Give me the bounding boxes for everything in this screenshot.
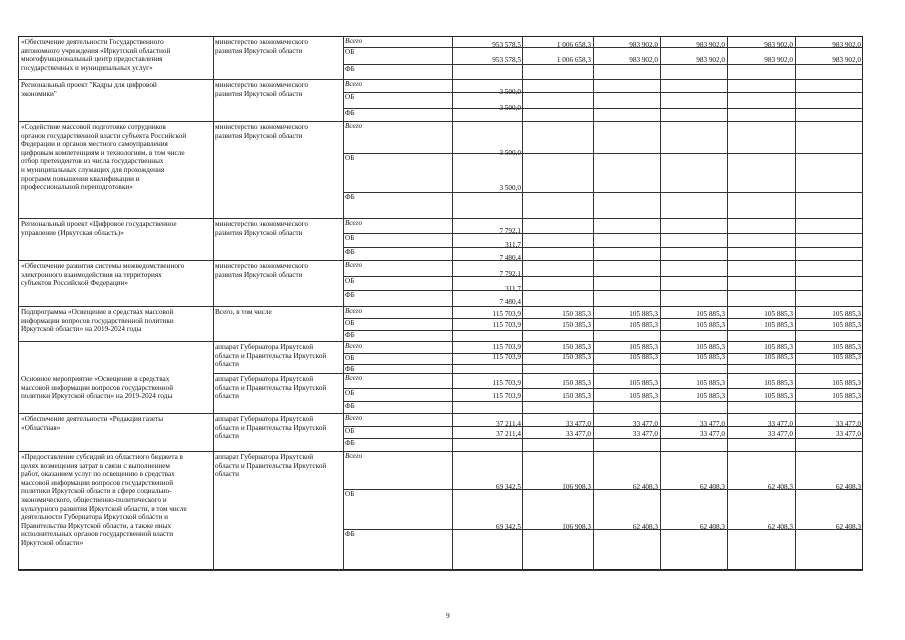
column-rule xyxy=(213,36,214,570)
amount-total: 983 902,0 xyxy=(832,41,861,49)
program-name: Региональный проект "Кадры для цифровой экономики" xyxy=(21,81,157,98)
table-rule xyxy=(343,92,863,93)
table-rule xyxy=(343,318,863,319)
table-rule xyxy=(18,260,863,261)
source-label-fb: ФБ xyxy=(345,193,355,201)
amount-ob: 3 500,0 xyxy=(499,104,521,112)
amount-ob: 62 408,3 xyxy=(699,523,725,531)
amount-total: 105 885,3 xyxy=(832,343,861,351)
program-name: Региональный проект «Цифровое государственное управление (Иркутская область)» xyxy=(21,220,177,237)
table-rule xyxy=(18,218,863,219)
amount-total: 983 902,0 xyxy=(696,41,725,49)
amount-ob: 62 408,3 xyxy=(767,523,793,531)
amount-total: 150 385,3 xyxy=(562,379,591,387)
amount-ob: 105 885,3 xyxy=(629,353,658,361)
amount-total: 105 885,3 xyxy=(696,343,725,351)
source-label-fb: ФБ xyxy=(345,248,355,256)
source-label-fb: ФБ xyxy=(345,109,355,117)
table-rule xyxy=(343,233,863,234)
amount-total: 983 902,0 xyxy=(629,41,658,49)
executor: министерство экономического развития Иркутской области xyxy=(215,220,309,237)
table-rule xyxy=(343,388,863,389)
program-name: Подпрограмма «Освещение в средствах массовой информации вопросов государственной политики Иркутской области» на 2019-2024 годы xyxy=(21,308,174,334)
table-rule xyxy=(343,108,863,109)
amount-ob: 106 908,3 xyxy=(562,523,591,531)
amount-total: 105 885,3 xyxy=(764,343,793,351)
program-name: «Обеспечение деятельности «Редакция газеты «Областная» xyxy=(21,415,164,432)
amount-total: 7 792,1 xyxy=(499,227,521,235)
amount-total: 150 385,3 xyxy=(562,343,591,351)
amount-total: 33 477,0 xyxy=(632,420,658,428)
amount-total: 150 385,3 xyxy=(562,310,591,318)
amount-ob: 150 385,3 xyxy=(562,321,591,329)
amount-total: 1 006 658,3 xyxy=(556,41,591,49)
amount-ob: 37 211,4 xyxy=(496,430,521,438)
program-name: «Содействие массовой подготовке сотрудников органов государственной власти субъекта Российской Федерации и органов местного самоуправления цифровым компетенциям и технологиям, в том числе отбор претендентов из числа государственных и муниципальных служащих для прохождения программ повышения квалификации и профессиональной переподготовки» xyxy=(21,123,187,192)
source-label-fb: ФБ xyxy=(345,365,355,373)
amount-ob: 311,7 xyxy=(505,241,521,249)
source-label-fb: ФБ xyxy=(345,402,355,410)
amount-total: 33 477,0 xyxy=(835,420,861,428)
source-label-total: Всего xyxy=(345,261,363,269)
executor: аппарат Губернатора Иркутской области и Правительства Иркутской области xyxy=(215,415,327,441)
source-label-total: Всего xyxy=(345,80,363,88)
amount-ob: 150 385,3 xyxy=(562,353,591,361)
executor: аппарат Губернатора Иркутской области и Правительства Иркутской области xyxy=(215,453,327,479)
amount-ob: 1 006 658,3 xyxy=(556,56,591,64)
amount-total: 69 342,5 xyxy=(495,483,521,491)
amount-total: 105 885,3 xyxy=(764,379,793,387)
source-label-ob: ОБ xyxy=(345,389,355,397)
amount-total: 33 477,0 xyxy=(699,420,725,428)
source-label-total: Всего xyxy=(345,219,363,227)
amount-ob: 33 477,0 xyxy=(632,430,658,438)
source-label-fb: ФБ xyxy=(345,65,355,73)
source-label-ob: ОБ xyxy=(345,93,355,101)
amount-ob: 105 885,3 xyxy=(764,392,793,400)
amount-ob: 983 902,0 xyxy=(696,56,725,64)
table-rule xyxy=(213,373,863,374)
source-label-fb: ФБ xyxy=(345,331,355,339)
amount-ob: 953 578,5 xyxy=(492,56,521,64)
amount-ob: 105 885,3 xyxy=(832,321,861,329)
source-label-ob: ОБ xyxy=(345,319,355,327)
amount-total: 62 408,3 xyxy=(699,483,725,491)
executor: министерство экономического развития Иркутской области xyxy=(215,38,309,55)
table-rule xyxy=(343,290,863,291)
amount-total: 62 408,3 xyxy=(632,483,658,491)
source-label-ob: ОБ xyxy=(345,48,355,56)
table-rule xyxy=(343,247,863,248)
amount-ob: 62 408,3 xyxy=(632,523,658,531)
amount-ob: 105 885,3 xyxy=(629,321,658,329)
amount-total: 115 703,9 xyxy=(492,379,521,387)
table-rule xyxy=(343,153,863,154)
amount-ob: 105 885,3 xyxy=(629,392,658,400)
amount-ob: 33 477,0 xyxy=(565,430,591,438)
amount-total: 105 885,3 xyxy=(696,310,725,318)
executor: аппарат Губернатора Иркутской области и Правительства Иркутской области xyxy=(215,343,327,369)
amount-ob: 983 902,0 xyxy=(764,56,793,64)
amount-ob: 105 885,3 xyxy=(832,392,861,400)
amount-total: 105 885,3 xyxy=(696,379,725,387)
amount-total: 105 885,3 xyxy=(629,379,658,387)
amount-total: 105 885,3 xyxy=(629,310,658,318)
source-label-total: Всего xyxy=(345,307,363,315)
source-label-ob: ОБ xyxy=(345,354,355,362)
table-rule xyxy=(343,276,863,277)
amount-ob: 983 902,0 xyxy=(832,56,861,64)
amount-total: 3 500,0 xyxy=(499,88,521,96)
amount-ob: 105 885,3 xyxy=(764,353,793,361)
table-rule xyxy=(343,401,863,402)
table-rule xyxy=(343,64,863,65)
table-rule xyxy=(18,451,863,452)
amount-ob: 105 885,3 xyxy=(764,321,793,329)
table-rule xyxy=(18,413,863,414)
amount-ob: 311,7 xyxy=(505,285,521,293)
amount-ob: 33 477,0 xyxy=(699,430,725,438)
page-number: 9 xyxy=(446,611,450,620)
amount-total: 62 408,3 xyxy=(767,483,793,491)
amount-ob: 115 703,9 xyxy=(492,321,521,329)
executor: министерство экономического развития Иркутской области xyxy=(215,123,309,140)
program-name: «Обеспечение развития системы межведомственного электронного взаимодействия на территориях субъектов Российской Федерации» xyxy=(21,262,185,288)
source-label-total: Всего xyxy=(345,452,363,460)
amount-ob: 105 885,3 xyxy=(696,392,725,400)
program-name: «Обеспечение деятельности Государственного автономного учреждения «Иркутский областной многофункциональный центр предоставления государственных и муниципальных услуг» xyxy=(21,38,171,72)
source-label-ob: ОБ xyxy=(345,154,355,162)
amount-total: 3 500,0 xyxy=(499,149,521,157)
amount-ob: 3 500,0 xyxy=(499,184,521,192)
source-label-ob: ОБ xyxy=(345,427,355,435)
source-label-fb: ФБ xyxy=(345,439,355,447)
amount-ob: 33 477,0 xyxy=(835,430,861,438)
program-name: «Предоставление субсидий из областного бюджета в целях возмещения затрат в связи с выполнением работ, оказанием услуг по освещению в средствах массовой информации вопросов государственной политики Иркутской области в сфере социально- экономического, общественно-политического и культурного развития Иркутской области, в том числе деятельности Губернатора Иркутской области и Правительства Иркутской области, а также иных исполнительных органов государственной власти Иркутской области» xyxy=(21,453,187,547)
amount-ob: 105 885,3 xyxy=(832,353,861,361)
amount-total: 115 703,9 xyxy=(492,310,521,318)
table-rule xyxy=(18,341,863,342)
amount-ob: 115 703,9 xyxy=(492,353,521,361)
amount-fb: 7 480,4 xyxy=(499,254,521,262)
amount-ob: 105 885,3 xyxy=(696,353,725,361)
amount-total: 33 477,0 xyxy=(767,420,793,428)
table-rule xyxy=(343,192,863,193)
amount-ob: 33 477,0 xyxy=(767,430,793,438)
source-label-total: Всего xyxy=(345,374,363,382)
source-label-total: Всего xyxy=(345,414,363,422)
amount-total: 983 902,0 xyxy=(764,41,793,49)
amount-total: 105 885,3 xyxy=(832,379,861,387)
source-label-total: Всего xyxy=(345,122,363,130)
table-rule xyxy=(343,364,863,365)
amount-total: 953 578,5 xyxy=(492,41,521,49)
executor: Всего, в том числе xyxy=(215,308,272,316)
amount-ob: 150 385,3 xyxy=(562,392,591,400)
table-rule xyxy=(18,121,863,122)
amount-ob: 983 902,0 xyxy=(629,56,658,64)
amount-total: 106 908,3 xyxy=(562,483,591,491)
source-label-total: Всего xyxy=(345,342,363,350)
amount-total: 33 477,0 xyxy=(565,420,591,428)
amount-ob: 115 703,9 xyxy=(492,392,521,400)
source-label-ob: ОБ xyxy=(345,490,355,498)
amount-total: 62 408,3 xyxy=(835,483,861,491)
amount-total: 105 885,3 xyxy=(832,310,861,318)
amount-total: 7 792,1 xyxy=(499,270,521,278)
source-label-fb: ФБ xyxy=(345,530,355,538)
source-label-fb: ФБ xyxy=(345,291,355,299)
executor: министерство экономического развития Иркутской области xyxy=(215,81,309,98)
amount-total: 105 885,3 xyxy=(629,343,658,351)
amount-total: 105 885,3 xyxy=(764,310,793,318)
executor: министерство экономического развития Иркутской области xyxy=(215,262,309,279)
source-label-ob: ОБ xyxy=(345,277,355,285)
table-rule xyxy=(18,570,863,571)
amount-total: 115 703,9 xyxy=(492,343,521,351)
table-rule xyxy=(343,330,863,331)
source-label-ob: ОБ xyxy=(345,234,355,242)
executor: аппарат Губернатора Иркутской области и Правительства Иркутской области xyxy=(215,375,327,401)
table-rule xyxy=(18,306,863,307)
table-rule xyxy=(18,79,863,80)
amount-total: 37 211,4 xyxy=(496,420,521,428)
amount-ob: 105 885,3 xyxy=(696,321,725,329)
table-rule xyxy=(343,438,863,439)
program-name: Основное мероприятие «Освещение в средствах массовой информации вопросов государственной политики Иркутской области» на 2019-2024 годы xyxy=(21,375,174,401)
amount-ob: 69 342,5 xyxy=(495,523,521,531)
amount-fb: 7 480,4 xyxy=(499,298,521,306)
amount-ob: 62 408,3 xyxy=(835,523,861,531)
source-label-total: Всего xyxy=(345,37,363,45)
